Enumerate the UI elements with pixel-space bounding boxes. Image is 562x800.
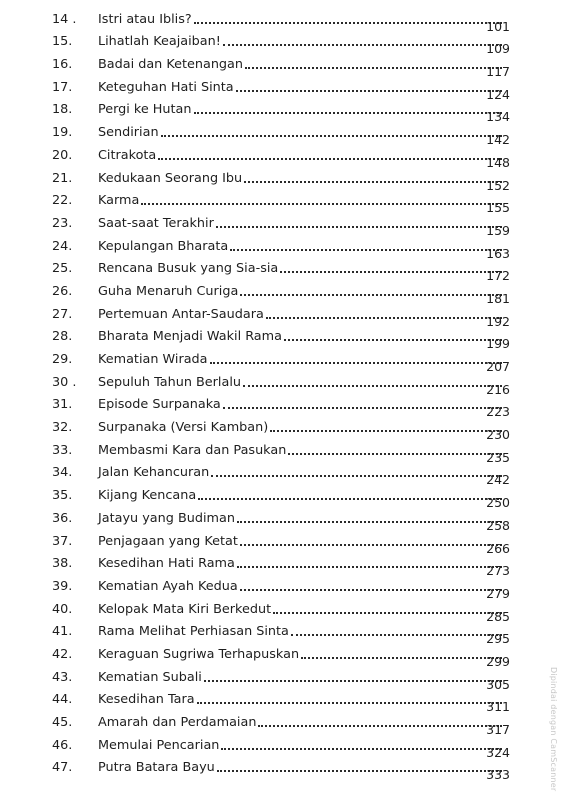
chapter-number: 46.	[52, 737, 73, 753]
chapter-number: 38.	[52, 556, 73, 572]
dot-leader	[244, 181, 502, 183]
chapter-number: 32.	[52, 420, 73, 436]
dot-leader	[158, 158, 502, 160]
chapter-number: 45.	[52, 715, 73, 730]
dot-leader	[240, 544, 502, 546]
toc-entry	[52, 571, 514, 601]
chapter-title: Jatayu yang Budiman	[98, 510, 235, 526]
toc-entry	[52, 254, 514, 284]
dot-leader	[198, 498, 502, 500]
chapter-number: 16.	[52, 57, 73, 73]
chapter-title: Kematian Ayah Kedua	[98, 578, 238, 594]
chapter-number: 44.	[52, 692, 73, 708]
chapter-title: Surpanaka (Versi Kamban)	[98, 420, 269, 436]
dot-leader	[161, 135, 502, 137]
toc-entry	[52, 231, 514, 261]
chapter-title: Sendirian	[98, 125, 159, 141]
chapter-title: Saat-saat Terakhir	[98, 215, 214, 231]
chapter-number: 19.	[52, 125, 73, 141]
dot-leader	[243, 385, 502, 387]
toc-entry	[52, 27, 514, 57]
dot-leader	[223, 44, 502, 46]
chapter-number: 25.	[52, 261, 73, 277]
scanner-watermark: Dipindai dengan CamScanner	[549, 667, 558, 792]
dot-leader	[266, 317, 502, 319]
chapter-title: Guha Menaruh Curiga	[98, 283, 239, 299]
toc-entry	[52, 344, 514, 374]
chapter-title: Penjagaan yang Ketat	[98, 533, 238, 549]
page-number: 317	[486, 722, 510, 737]
dot-leader	[273, 612, 502, 614]
chapter-number: 33.	[52, 442, 73, 458]
page-number: 258	[486, 517, 510, 533]
chapter-number: 40.	[52, 601, 73, 617]
chapter-title: Episode Surpanaka	[98, 397, 221, 413]
dot-leader	[217, 770, 502, 772]
chapter-number: 17.	[52, 79, 73, 95]
chapter-number: 14 .	[52, 11, 77, 27]
toc-entry	[52, 707, 514, 737]
dot-leader	[197, 702, 502, 704]
toc-entry	[52, 639, 514, 669]
dot-leader	[270, 430, 502, 432]
toc-entry	[52, 390, 514, 420]
toc-entry	[52, 549, 514, 579]
chapter-title: Keraguan Sugriwa Terhapuskan	[98, 646, 300, 662]
page-number: 324	[486, 744, 510, 760]
table-of-contents	[52, 4, 514, 783]
dot-leader	[210, 362, 502, 364]
dot-leader	[223, 407, 502, 409]
chapter-title: Kesedihan Hati Rama	[98, 556, 235, 572]
toc-entry	[52, 730, 514, 760]
chapter-number: 20.	[52, 147, 73, 163]
page-number: 305	[486, 676, 510, 692]
dot-leader	[141, 203, 502, 205]
chapter-number: 35.	[52, 488, 73, 504]
toc-entry	[52, 617, 514, 647]
dot-leader	[280, 271, 502, 273]
dot-leader	[211, 475, 502, 477]
chapter-number: 42.	[52, 646, 73, 662]
page-number: 101	[486, 18, 510, 34]
chapter-title: Jalan Kehancuran	[98, 465, 210, 481]
toc-entry	[52, 208, 514, 238]
page-number: 285	[486, 608, 510, 624]
chapter-title: Badai dan Ketenangan	[98, 57, 244, 73]
chapter-number: 23.	[52, 215, 73, 231]
dot-leader	[237, 566, 502, 568]
chapter-number: 22.	[52, 193, 73, 209]
chapter-title: Memulai Pencarian	[98, 737, 220, 753]
page-number: 223	[486, 404, 510, 420]
chapter-title: Bharata Menjadi Wakil Rama	[98, 329, 282, 345]
page-number: 124	[486, 86, 510, 102]
toc-entry	[52, 458, 514, 488]
page-number: 273	[486, 563, 510, 579]
chapter-title: Amarah dan Perdamaian	[98, 715, 257, 730]
page-number: 159	[486, 222, 510, 238]
toc-entry	[52, 186, 514, 216]
page-number: 216	[486, 381, 510, 397]
chapter-title: Sepuluh Tahun Berlalu	[98, 374, 241, 390]
chapter-title: Kematian Subali	[98, 669, 202, 685]
dot-leader	[221, 748, 502, 750]
page-number: 199	[486, 336, 510, 352]
dot-leader	[216, 226, 502, 228]
toc-entry	[52, 322, 514, 352]
dot-leader	[258, 725, 502, 727]
page-number: 266	[486, 540, 510, 556]
page-number: 192	[486, 313, 510, 329]
chapter-title: Kematian Wirada	[98, 352, 208, 367]
dot-leader	[291, 634, 502, 636]
chapter-number: 31.	[52, 397, 73, 413]
toc-entry	[52, 95, 514, 125]
chapter-title: Karma	[98, 193, 140, 209]
chapter-number: 18.	[52, 102, 73, 118]
toc-entry	[52, 72, 514, 102]
chapter-number: 15.	[52, 34, 73, 50]
page-number: 299	[486, 653, 510, 669]
page-number: 155	[486, 200, 510, 216]
dot-leader	[237, 521, 502, 523]
toc-entry	[52, 49, 514, 80]
page-number: 311	[486, 699, 510, 715]
chapter-title: Pergi ke Hutan	[98, 102, 192, 118]
page-number: 333	[486, 767, 510, 783]
dot-leader	[240, 589, 502, 591]
toc-entry	[52, 117, 514, 148]
chapter-title: Kijang Kencana	[98, 488, 197, 504]
toc-entry	[52, 503, 514, 533]
chapter-number: 34.	[52, 465, 73, 481]
dot-leader	[230, 249, 502, 251]
page-number: 152	[486, 177, 510, 193]
page-number: 230	[486, 427, 510, 443]
chapter-number: 24.	[52, 238, 73, 254]
toc-entry	[52, 753, 514, 783]
chapter-title: Kelopak Mata Kiri Berkedut	[98, 601, 272, 617]
dot-leader	[284, 339, 502, 341]
chapter-number: 29.	[52, 352, 73, 367]
toc-entry	[52, 480, 514, 511]
chapter-title: Lihatlah Keajaiban!	[98, 34, 221, 50]
toc-entry	[52, 276, 514, 306]
chapter-title: Putra Batara Bayu	[98, 760, 215, 776]
page-number: 134	[486, 109, 510, 125]
page-number: 148	[486, 154, 510, 170]
toc-entry	[52, 526, 514, 556]
toc-entry	[52, 367, 514, 397]
chapter-number: 41.	[52, 624, 73, 640]
page-number: 250	[486, 495, 510, 511]
page-number: 172	[486, 268, 510, 284]
chapter-title: Kedukaan Seorang Ibu	[98, 170, 243, 186]
page-number: 117	[486, 64, 510, 80]
page-number: 109	[486, 41, 510, 57]
chapter-title: Membasmi Kara dan Pasukan	[98, 442, 287, 458]
dot-leader	[245, 67, 502, 69]
chapter-title: Kepulangan Bharata	[98, 238, 229, 254]
dot-leader	[288, 453, 502, 455]
toc-entry	[52, 163, 514, 193]
page-number: 279	[486, 585, 510, 601]
chapter-number: 39.	[52, 578, 73, 594]
dot-leader	[194, 22, 502, 24]
page-number: 295	[486, 631, 510, 647]
page-number: 235	[486, 449, 510, 465]
page-number: 142	[486, 132, 510, 148]
dot-leader	[301, 657, 502, 659]
chapter-number: 47.	[52, 760, 73, 776]
chapter-title: Keteguhan Hati Sinta	[98, 79, 234, 95]
chapter-number: 21.	[52, 170, 73, 186]
page-number: 181	[486, 290, 510, 306]
toc-entry	[52, 4, 514, 34]
page-number: 207	[486, 359, 510, 374]
chapter-number: 27.	[52, 306, 73, 322]
toc-entry	[52, 435, 514, 465]
toc-entry	[52, 140, 514, 170]
toc-entry	[52, 685, 514, 715]
dot-leader	[204, 680, 502, 682]
toc-entry	[52, 594, 514, 624]
chapter-title: Citrakota	[98, 147, 157, 163]
page-number: 163	[486, 245, 510, 261]
dot-leader	[236, 90, 502, 92]
chapter-title: Istri atau Iblis?	[98, 11, 192, 27]
dot-leader	[194, 112, 502, 114]
chapter-number: 36.	[52, 510, 73, 526]
chapter-number: 43.	[52, 669, 73, 685]
toc-entry	[52, 662, 514, 692]
chapter-number: 26.	[52, 283, 73, 299]
toc-entry	[52, 412, 514, 443]
chapter-title: Rencana Busuk yang Sia-sia	[98, 261, 279, 277]
page-number: 242	[486, 472, 510, 488]
toc-entry	[52, 299, 514, 329]
chapter-title: Kesedihan Tara	[98, 692, 195, 708]
chapter-number: 37.	[52, 533, 73, 549]
dot-leader	[240, 294, 502, 296]
chapter-title: Rama Melihat Perhiasan Sinta	[98, 624, 289, 640]
chapter-title: Pertemuan Antar-Saudara	[98, 306, 264, 322]
chapter-number: 28.	[52, 329, 73, 345]
chapter-number: 30 .	[52, 374, 77, 390]
